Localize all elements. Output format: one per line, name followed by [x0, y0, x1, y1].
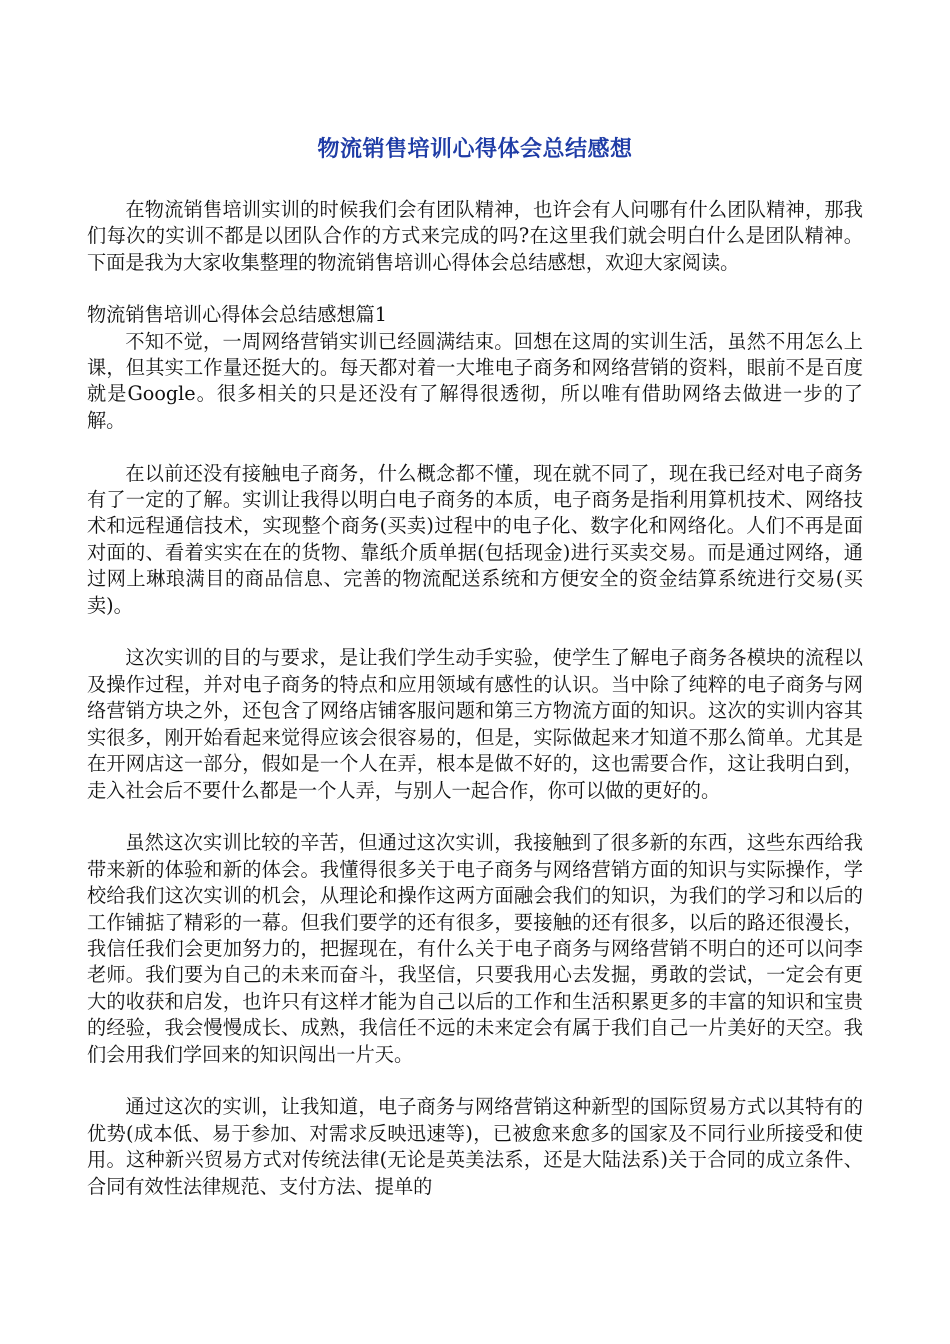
body-paragraph: 不知不觉，一周网络营销实训已经圆满结束。回想在这周的实训生活，虽然不用怎么上课，但其实工作量还挺大的。每天都对着一大堆电子商务和网络营销的资料，眼前不是百度就是Google。很多相关的只是还没有了解得很透彻，所以唯有借助网络去做进一步的了解。 — [87, 329, 863, 432]
body-paragraph: 在以前还没有接触电子商务，什么概念都不懂，现在就不同了，现在我已经对电子商务有了一定的了解。实训让我得以明白电子商务的本质，电子商务是指利用算机技术、网络技术和远程通信技术，实现整个商务(买卖)过程中的电子化、数字化和网络化。人们不再是面对面的、看着实实在在的货物、靠纸介质单据(包括现金)进行买卖交易。而是通过网络，通过网上琳琅满目的商品信息、完善的物流配送系统和方便安全的资金结算系统进行交易(买卖)。 — [87, 461, 863, 617]
section-heading: 物流销售培训心得体会总结感想篇1 — [87, 303, 388, 327]
body-paragraph: 虽然这次实训比较的辛苦，但通过这次实训，我接触到了很多新的东西，这些东西给我带来新的体验和新的体会。我懂得很多关于电子商务与网络营销方面的知识与实际操作，学校给我们这次实训的机会，从理论和操作这两方面融会我们的知识，为我们的学习和以后的工作铺掂了精彩的一幕。但我们要学的还有很多，要接触的还有很多，以后的路还很漫长，我信任我们会更加努力的，把握现在，有什么关于电子商务与网络营销不明白的还可以问李老师。我们要为自己的未来而奋斗，我坚信，只要我用心去发掘，勇敢的尝试，一定会有更大的收获和启发，也许只有这样才能为自己以后的工作和生活积累更多的丰富的知识和宝贵的经验，我会慢慢成长、成熟，我信任不远的未来定会有属于我们自己一片美好的天空。我们会用我们学回来的知识闯出一片天。 — [87, 831, 863, 1066]
body-paragraph: 这次实训的目的与要求，是让我们学生动手实验，使学生了解电子商务各模块的流程以及操作过程，并对电子商务的特点和应用领域有感性的认识。当中除了纯粹的电子商务与网络营销方块之外，还包含了网络店铺客服问题和第三方物流方面的知识。这次的实训内容其实很多，刚开始看起来觉得应该会很容易的，但是，实际做起来才知道不那么简单。尤其是在开网店这一部分，假如是一个人在弄，根本是做不好的，这也需要合作，这让我明白到，走入社会后不要什么都是一个人弄，与别人一起合作，你可以做的更好的。 — [87, 646, 863, 802]
intro-paragraph: 在物流销售培训实训的时候我们会有团队精神，也许会有人问哪有什么团队精神，那我们每次的实训不都是以团队合作的方式来完成的吗?在这里我们就会明白什么是团队精神。下面是我为大家收集整理的物流销售培训心得体会总结感想，欢迎大家阅读。 — [87, 198, 863, 274]
body-paragraph: 通过这次的实训，让我知道，电子商务与网络营销这种新型的国际贸易方式以其特有的优势(成本低、易于参加、对需求反映迅速等)，已被愈来愈多的国家及不同行业所接受和使用。这种新兴贸易方式对传统法律(无论是英美法系，还是大陆法系)关于合同的成立条件、合同有效性法律规范、支付方法、提单的 — [87, 1095, 863, 1198]
document-body — [87, 197, 863, 1200]
document-title: 物流销售培训心得体会总结感想 — [317, 137, 633, 162]
